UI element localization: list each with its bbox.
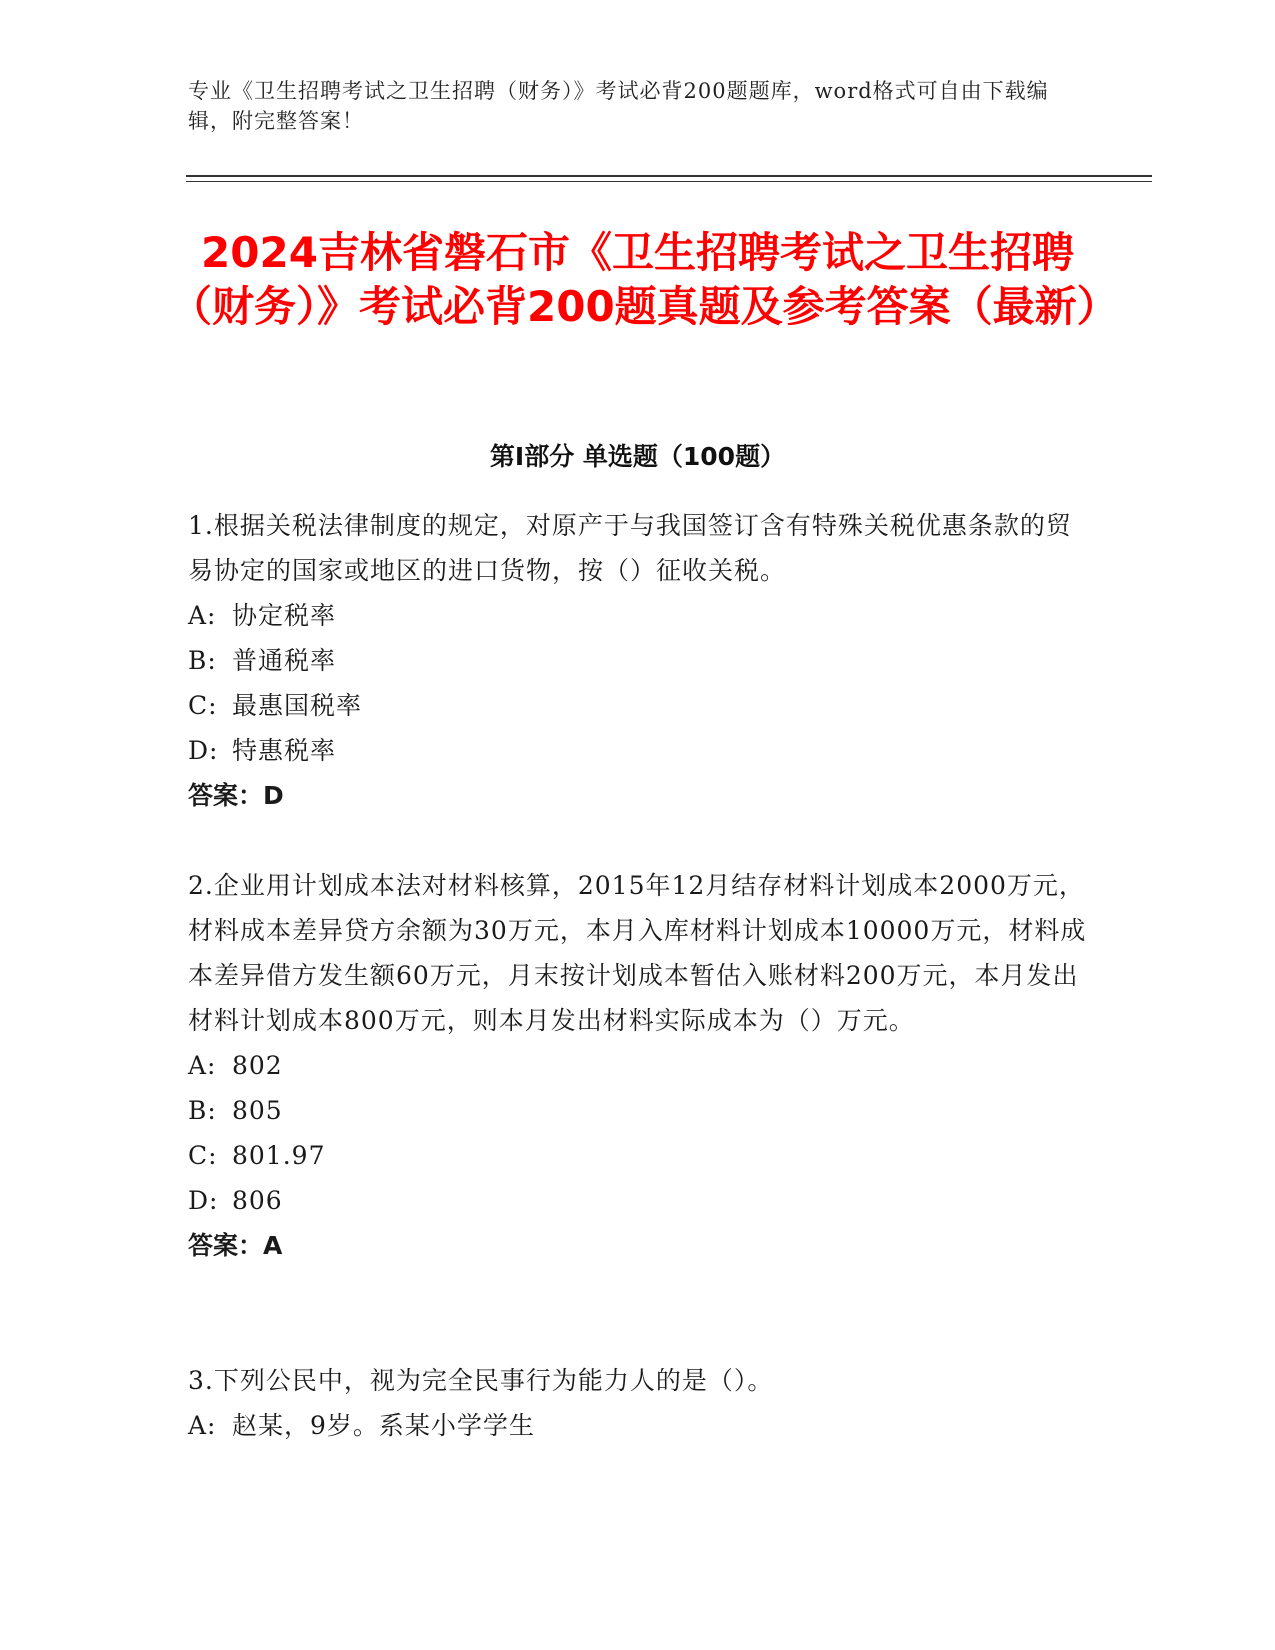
option-d <box>188 728 1088 773</box>
question-3 <box>188 1358 1088 1448</box>
header-divider-thin <box>186 181 1152 182</box>
option-text: 806 <box>232 1186 283 1215</box>
option-text: 801.97 <box>232 1141 326 1170</box>
option-key: B: <box>188 646 217 675</box>
question-1 <box>188 503 1088 818</box>
option-text: 赵某，9岁。系某小学学生 <box>232 1411 535 1440</box>
option-a <box>188 593 1088 638</box>
option-key: A: <box>188 1411 217 1440</box>
option-text: 普通税率 <box>232 646 337 675</box>
option-text: 特惠税率 <box>232 736 337 765</box>
question-stem: 1.根据关税法律制度的规定，对原产于与我国签订含有特殊关税优惠条款的贸易协定的国家或地区的进口货物，按（）征收关税。 <box>188 511 1072 585</box>
option-key: A: <box>188 601 217 630</box>
option-text: 805 <box>232 1096 283 1125</box>
option-b <box>188 638 1088 683</box>
option-key: A: <box>188 1051 217 1080</box>
option-a <box>188 1043 1088 1088</box>
question-stem: 2.企业用计划成本法对材料核算，2015年12月结存材料计划成本2000万元，材料成本差异贷方余额为30万元，本月入库材料计划成本10000万元，材料成本差异借方发生额60万元，月末按计划成本暂估入账材料200万元，本月发出材料计划成本800万元，则本月发出材料实际成本为（）万元。 <box>188 871 1087 1035</box>
option-b <box>188 1088 1088 1133</box>
question-stem: 3.下列公民中，视为完全民事行为能力人的是（）。 <box>188 1366 774 1395</box>
option-text: 最惠国税率 <box>232 691 363 720</box>
option-d <box>188 1178 1088 1223</box>
question-2 <box>188 863 1088 1268</box>
option-c <box>188 683 1088 728</box>
option-text: 协定税率 <box>232 601 337 630</box>
option-text: 802 <box>232 1051 283 1080</box>
answer: 答案：D <box>188 781 284 810</box>
option-key: B: <box>188 1096 217 1125</box>
header-divider-thick <box>186 175 1152 177</box>
option-key: C: <box>188 691 218 720</box>
option-key: D: <box>188 1186 219 1215</box>
option-c <box>188 1133 1088 1178</box>
document-title: 2024吉林省磐石市《卫生招聘考试之卫生招聘（财务）》考试必背200题真题及参考答案（最新） <box>170 228 1119 331</box>
section-title: 第I部分 单选题（100题） <box>489 442 786 471</box>
option-key: D: <box>188 736 219 765</box>
option-key: C: <box>188 1141 218 1170</box>
header-note: 专业《卫生招聘考试之卫生招聘（财务）》考试必背200题题库，word格式可自由下载编辑，附完整答案！ <box>188 79 1049 133</box>
answer: 答案：A <box>188 1231 283 1260</box>
option-a <box>188 1403 1088 1448</box>
